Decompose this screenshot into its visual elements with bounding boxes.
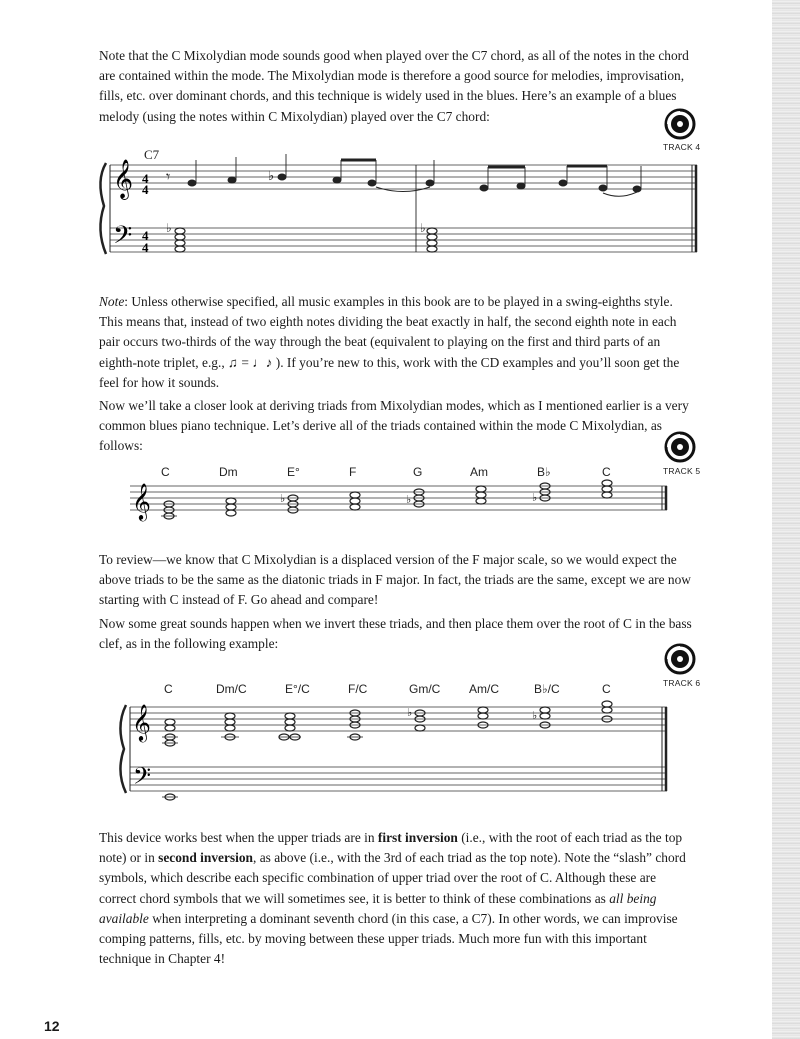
ex3-chord-6: Am/C	[469, 682, 499, 696]
ex3-chord-5: Gm/C	[409, 682, 441, 696]
second-inversion-term: second inversion	[158, 850, 253, 866]
ex2-chord-5: G	[413, 465, 423, 479]
track-6-label: TRACK 6	[663, 678, 701, 688]
melody-notes	[166, 154, 641, 196]
ex2-chord-3: E°	[287, 465, 300, 479]
svg-text:♭: ♭	[407, 707, 413, 719]
ex2-chord-6: Am	[470, 465, 488, 479]
svg-text:♭: ♭	[406, 494, 412, 506]
p6-text-3: , as above (i.e., with the 3rd of each triad as the top note). Note the “slash” chord symbols, which describe each specific combination of upper triad over the root of C. Although these are correct chord symbols that we will sometimes see, it is better to think of these combinations as	[99, 850, 686, 906]
ex2-chord-2: Dm	[219, 465, 238, 479]
track-5-label: TRACK 5	[663, 466, 701, 476]
ex3-chord-7: B♭/C	[534, 682, 560, 696]
ex2-chord-4: F	[349, 465, 357, 479]
treble-clef: 𝄞	[113, 159, 134, 199]
ex3-chord-1: C	[164, 682, 173, 696]
treble-staff-1	[110, 165, 697, 189]
ex3-chord-2: Dm/C	[216, 682, 247, 696]
svg-text:♭: ♭	[532, 492, 538, 504]
scanned-page-edge	[772, 0, 800, 1039]
paragraph-inversions: Now some great sounds happen when we invert these triads, and then place them over the root of C in the bass clef, as in the following example:	[99, 616, 692, 652]
ex3-chord-4: F/C	[348, 682, 368, 696]
svg-text:𝄾: 𝄾	[166, 169, 171, 186]
paragraph-review: To review—we know that C Mixolydian is a displaced version of the F major scale, so we would expect the above triads to be the same as the diatonic triads in F major. In fact, the triads are the same, except we are now starting with C instead of F. Go ahead and compare!	[99, 552, 691, 608]
paragraph-swing-note	[99, 292, 694, 393]
time-sig-bottom-treble: 4	[142, 182, 149, 197]
paragraph-deriving-triads: Now we’ll take a closer look at deriving triads from Mixolydian modes, which as I mentioned earlier is a very common blues piano technique. Let’s derive all of the triads contained within the mode C Mixolydian, as follows:	[99, 398, 689, 454]
chord-symbol-c7: C7	[144, 147, 160, 162]
first-inversion-term: first inversion	[377, 830, 458, 845]
page-number: 12	[44, 1018, 60, 1034]
treble-staff-3	[130, 707, 667, 731]
slash-chord-notes	[162, 701, 612, 800]
p6-text-4: when interpreting a dominant seventh chord (in this case, a C7). In other words, we can improvise comping patterns, fills, etc. by moving between these upper triads. Much more fun with this important technique in Chapter 4!	[99, 910, 678, 967]
track-4-label: TRACK 4	[663, 142, 701, 152]
paragraph-first-second-inversion	[99, 828, 694, 969]
ex2-chord-7: B♭	[537, 465, 551, 479]
time-sig-top-treble: 4	[142, 171, 149, 186]
swing-note-text: : Unless otherwise specified, all music examples in this book are to be played in a swing-eighths style. This means that, instead of two eighth notes dividing the beat exactly in half, the second eighth note in each pair occurs two-thirds of the way through the beat (equivalent to playing on the first and third parts of an eighth-note triplet, e.g., ♫ = ♩♪ ). If you’re new to this, work with the CD examples and you’ll soon get the feel for how it sounds.	[99, 294, 680, 390]
brace-1	[100, 163, 106, 254]
p6-text-1: This device works best when the upper triads are in	[99, 830, 378, 845]
ex2-chord-8: C	[602, 465, 611, 479]
bass-staff-1	[110, 228, 697, 252]
bass-whole-chords	[166, 221, 437, 252]
time-sig-bottom-bass: 4	[142, 240, 149, 255]
cd-icon-track-4[interactable]	[664, 108, 696, 140]
p6-text-2: (i.e., with the root of each triad as the top note) or in	[99, 830, 683, 866]
svg-text:♭: ♭	[268, 168, 275, 183]
svg-text:♭: ♭	[280, 493, 286, 505]
svg-text:𝄢: 𝄢	[133, 762, 152, 795]
time-sig-top-bass: 4	[142, 228, 149, 243]
note-label: Note	[99, 294, 125, 309]
svg-text:♭: ♭	[166, 221, 172, 235]
treble-staff-2	[130, 486, 667, 510]
svg-text:♭: ♭	[532, 710, 538, 722]
ex3-chord-3: E°/C	[285, 682, 310, 696]
triad-notes	[161, 480, 612, 519]
svg-text:♭: ♭	[420, 221, 426, 235]
paragraph-mixolydian-intro: Note that the C Mixolydian mode sounds good when played over the C7 chord, as all of the notes in the chord are contained within the mode. The Mixolydian mode is therefore a good source for melodies, improvisation, fills, etc. over dominant chords, and this technique is widely used in the blues. Here’s an example of a blues melody (using the notes within C Mixolydian) played over the C7 chord:	[99, 48, 689, 124]
bass-staff-3	[130, 767, 667, 791]
bass-clef: 𝄢	[113, 221, 133, 256]
ex2-chord-1: C	[161, 465, 170, 479]
svg-text:𝄞: 𝄞	[132, 482, 151, 520]
svg-text:𝄞: 𝄞	[132, 703, 151, 741]
all-being-available-term: all being available	[99, 890, 657, 926]
ex3-chord-8: C	[602, 682, 611, 696]
